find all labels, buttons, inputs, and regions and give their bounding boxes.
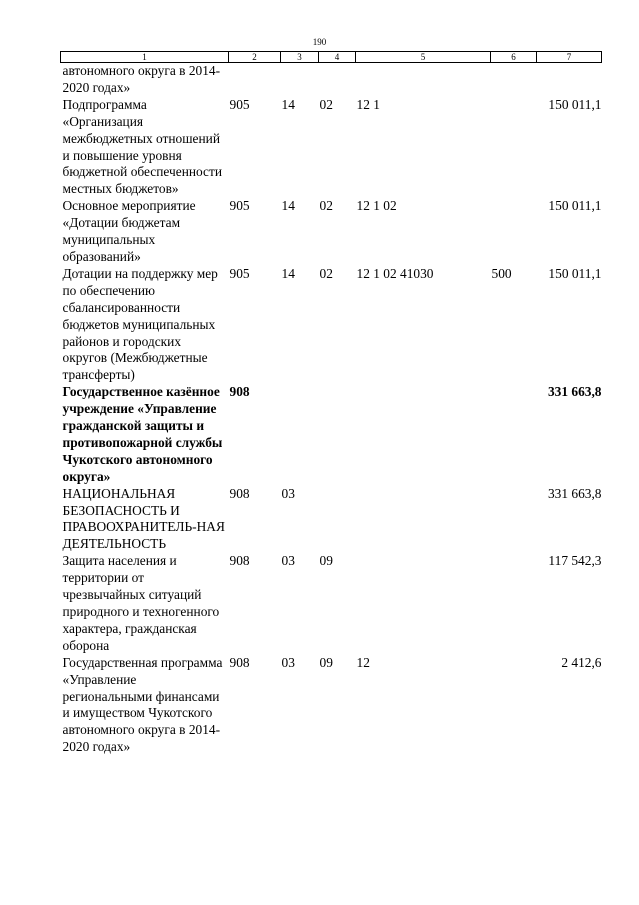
subsection-code-cell: 02: [319, 96, 333, 112]
expense-type-cell: [491, 655, 537, 756]
target-article-cell: 12 1 02: [356, 198, 397, 214]
expense-type-cell: [491, 486, 537, 554]
section-code-cell: 03: [281, 485, 295, 501]
admin-code-cell: 905: [229, 265, 250, 281]
subsection-code-cell: [319, 384, 356, 485]
subsection-code-cell: [319, 63, 356, 97]
target-article-cell: [356, 553, 491, 654]
section-code-cell: 03: [281, 553, 295, 569]
subsection-code-cell: 02: [319, 265, 333, 281]
table-row: [61, 384, 602, 485]
amount-cell: 117 542,3: [548, 553, 602, 569]
column-header: 3: [281, 52, 319, 63]
table-row: [61, 266, 602, 384]
admin-code-cell: 908: [229, 654, 250, 670]
table-row: [61, 63, 602, 97]
column-header: 6: [491, 52, 537, 63]
amount-cell: [537, 63, 602, 97]
section-code-cell: 14: [281, 265, 295, 281]
admin-code-cell: 908: [229, 553, 250, 569]
subsection-code-cell: 09: [319, 654, 333, 670]
row-name-cell: Дотации на поддержку мер по обеспечению сбалансированности бюджетов муниципальных районов и городских округов (Межбюджетные трансферты): [62, 265, 218, 383]
amount-cell: 150 011,1: [548, 265, 602, 281]
expense-type-cell: [491, 97, 537, 198]
admin-code-cell: [229, 63, 281, 97]
amount-cell: 150 011,1: [548, 96, 602, 112]
amount-cell: 331 663,8: [547, 485, 602, 501]
row-name-cell: Государственная программа «Управление региональными финансами и имуществом Чукотского автономного округа в 2014-2020 годах»: [62, 654, 223, 755]
expense-type-cell: [491, 198, 537, 266]
table-row: [61, 198, 602, 266]
section-code-cell: [281, 384, 319, 485]
subsection-code-cell: 02: [319, 198, 333, 214]
target-article-cell: [356, 486, 491, 554]
amount-cell: 2 412,6: [561, 654, 602, 670]
admin-code-cell: 905: [229, 96, 250, 112]
column-header: 1: [61, 52, 229, 63]
column-header: 4: [319, 52, 356, 63]
amount-cell: 150 011,1: [548, 198, 602, 214]
section-code-cell: 14: [281, 198, 295, 214]
target-article-cell: [356, 384, 491, 485]
row-name-cell: НАЦИОНАЛЬНАЯ БЕЗОПАСНОСТЬ И ПРАВООХРАНИТЕЛЬ-НАЯ ДЕЯТЕЛЬНОСТЬ: [62, 485, 225, 552]
section-code-cell: 14: [281, 96, 295, 112]
column-header: 7: [537, 52, 602, 63]
budget-table: [60, 51, 602, 756]
target-article-cell: 12: [356, 654, 370, 670]
expense-type-cell: [491, 553, 537, 654]
target-article-cell: [356, 63, 491, 97]
table-row: [61, 553, 602, 654]
subsection-code-cell: [319, 486, 356, 554]
expense-type-cell: [491, 63, 537, 97]
admin-code-cell: 905: [229, 198, 250, 214]
target-article-cell: 12 1 02 41030: [356, 265, 434, 281]
target-article-cell: 12 1: [356, 96, 380, 112]
row-name-cell: автономного округа в 2014-2020 годах»: [62, 63, 221, 95]
page-number: 190: [312, 37, 327, 47]
admin-code-cell: 908: [229, 384, 250, 400]
table-row: [61, 655, 602, 756]
table-row: [61, 486, 602, 554]
table-body: [61, 63, 602, 757]
expense-type-cell: [491, 384, 537, 485]
amount-cell: 331 663,8: [547, 384, 602, 400]
admin-code-cell: 908: [229, 485, 250, 501]
column-number-row: [61, 52, 602, 63]
column-header: 5: [356, 52, 491, 63]
column-header: 2: [229, 52, 281, 63]
section-code-cell: 03: [281, 654, 295, 670]
row-name-cell: Подпрограмма «Организация межбюджетных отношений и повышение уровня бюджетной обеспеченности местных бюджетов»: [62, 96, 223, 197]
row-name-cell: Государственное казённое учреждение «Управление гражданской защиты и противопожарной службы Чукотского автономного округа»: [62, 384, 223, 484]
expense-type-cell: 500: [491, 265, 512, 281]
row-name-cell: Защита населения и территории от чрезвычайных ситуаций природного и техногенного характера, гражданская оборона: [62, 553, 220, 653]
subsection-code-cell: 09: [319, 553, 333, 569]
row-name-cell: Основное мероприятие «Дотации бюджетам муниципальных образований»: [62, 198, 196, 264]
table-row: [61, 97, 602, 198]
section-code-cell: [281, 63, 319, 97]
